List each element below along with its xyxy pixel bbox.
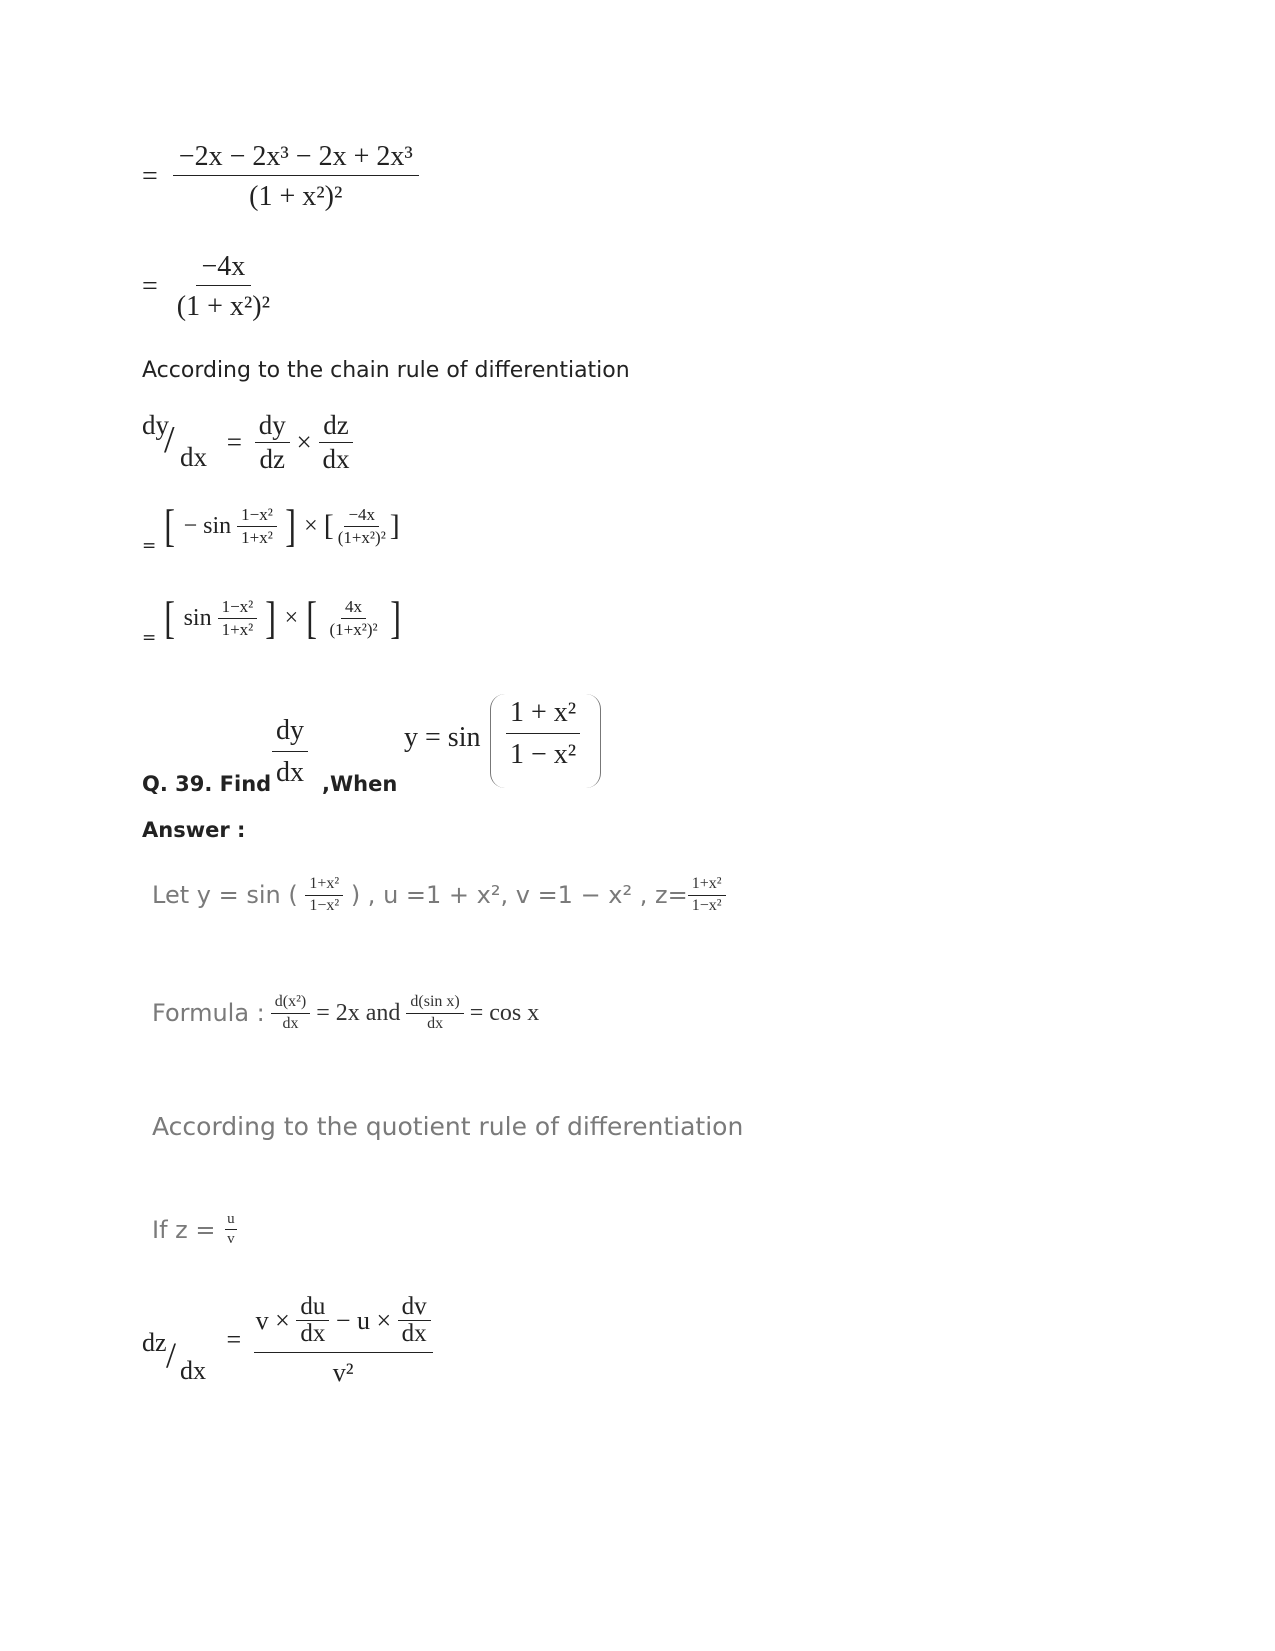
denominator: 1+x²: [221, 619, 254, 639]
numerator: du: [296, 1294, 329, 1321]
equals-sign: =: [142, 536, 157, 556]
chain-step-2: [142, 592, 403, 665]
fraction: [173, 142, 419, 212]
lhs-top: dy: [142, 410, 169, 440]
times-sign: ×: [304, 512, 318, 539]
if-label: If z =: [152, 1215, 216, 1244]
fraction-dy-dz: [255, 411, 290, 473]
fraction-z: [688, 876, 726, 915]
paren-left: [490, 694, 505, 788]
chain-rule-equation: [142, 410, 353, 474]
fraction: [173, 252, 274, 322]
quotient-equation: [142, 1294, 433, 1386]
left-bracket: [: [164, 592, 176, 643]
fraction-dz-dx: [318, 411, 353, 473]
fraction-d-x2: [271, 994, 310, 1033]
question-label: Q. 39. Find: [142, 772, 272, 796]
question-y-equals: y = sin: [404, 722, 481, 753]
numerator: 1+x²: [688, 876, 726, 896]
slash: /: [166, 1334, 177, 1375]
lhs-bottom: dx: [180, 1355, 206, 1385]
denominator: (1 + x²)²: [249, 181, 343, 213]
question-derivative: [272, 716, 308, 788]
lhs-top: dz: [142, 1327, 167, 1357]
fraction-a: [218, 598, 258, 639]
right-bracket-small: ]: [389, 509, 400, 542]
left-bracket: [: [164, 500, 176, 551]
numerator: 1−x²: [237, 506, 277, 527]
denominator: 1 − x²: [510, 739, 577, 771]
formula-end: = cos x: [469, 999, 540, 1026]
equals-sign: =: [142, 270, 158, 302]
slash: /: [164, 419, 175, 461]
equals-sign: =: [226, 1324, 242, 1354]
v-times: v ×: [255, 1306, 290, 1336]
if-line: [152, 1212, 239, 1248]
denominator: dx: [322, 443, 350, 474]
numerator: dv: [398, 1294, 431, 1321]
formula-line: [152, 994, 539, 1033]
denominator: dx: [401, 1320, 427, 1348]
question-when: ,When: [322, 772, 398, 796]
denominator: v: [227, 1230, 235, 1247]
denominator: dx: [300, 1320, 326, 1348]
fraction-d-sinx: [406, 994, 463, 1033]
numerator: dz: [319, 411, 352, 442]
numerator: 1 + x²: [506, 698, 580, 734]
denominator: 1−x²: [309, 896, 340, 914]
fraction-du-dx: [296, 1294, 329, 1348]
question-39: [142, 690, 842, 800]
paren-right: [586, 694, 601, 788]
fraction-dv-dx: [398, 1294, 431, 1348]
lhs-derivative: [142, 1300, 214, 1385]
fraction-a: [237, 506, 277, 547]
numerator: −4x: [196, 252, 252, 286]
numerator: d(sin x): [406, 994, 463, 1014]
equation-line-2: [142, 252, 274, 322]
numerator: u: [225, 1212, 237, 1230]
times-sign: ×: [296, 426, 312, 457]
sin: sin: [183, 604, 212, 631]
denominator: dx: [427, 1014, 444, 1032]
let-start: Let y = sin (: [152, 881, 298, 910]
lhs-derivative: [142, 410, 214, 474]
right-bracket: ]: [285, 500, 296, 551]
formula-mid: = 2x and: [316, 999, 401, 1026]
chain-rule-text: According to the chain rule of differentiation: [142, 358, 630, 383]
chain-step-1: [142, 500, 400, 573]
numerator: 4x: [341, 598, 366, 619]
denominator: 1−x²: [691, 896, 722, 914]
left-bracket-small: [: [323, 509, 334, 542]
denominator: 1+x²: [241, 527, 273, 547]
fraction-a: [305, 876, 343, 915]
quotient-fraction: [254, 1294, 433, 1386]
numerator: d(x²): [271, 994, 310, 1014]
equation-line-1: [142, 142, 419, 212]
numerator: −2x − 2x³ − 2x + 2x³: [173, 142, 419, 176]
left-bracket: [: [306, 592, 318, 643]
fraction-b: [334, 506, 390, 547]
denominator: (1+x²)²: [329, 619, 378, 639]
quotient-numerator: [254, 1294, 433, 1353]
equals-sign: =: [226, 426, 242, 457]
let-mid: ) , u =1 + x², v =1 − x² , z=: [350, 881, 688, 910]
quotient-rule-text: According to the quotient rule of differentiation: [152, 1112, 744, 1141]
denominator: (1+x²)²: [337, 527, 386, 547]
equals-sign: =: [142, 628, 157, 648]
quotient-denominator: v²: [332, 1357, 354, 1387]
denominator: dz: [259, 443, 285, 474]
denominator: dx: [276, 757, 304, 789]
neg-sin: − sin: [183, 512, 232, 539]
numerator: dy: [255, 411, 290, 442]
times-sign: ×: [284, 604, 299, 631]
numerator: 1+x²: [305, 876, 343, 896]
minus-u-times: − u ×: [335, 1306, 392, 1336]
let-line: [152, 876, 726, 915]
denominator: (1 + x²)²: [176, 291, 271, 323]
denominator: dx: [282, 1014, 299, 1032]
right-bracket: ]: [389, 592, 401, 643]
equals-sign: =: [142, 160, 158, 192]
fraction-b: [325, 598, 381, 639]
lhs-bottom: dx: [180, 442, 207, 472]
numerator: −4x: [344, 506, 379, 527]
numerator: dy: [272, 716, 308, 752]
formula-label: Formula :: [152, 999, 265, 1028]
numerator: 1−x²: [218, 598, 258, 619]
right-bracket: ]: [265, 592, 277, 643]
fraction-u-v: [223, 1212, 239, 1248]
answer-label: Answer :: [142, 818, 246, 842]
question-fraction: [506, 698, 580, 770]
